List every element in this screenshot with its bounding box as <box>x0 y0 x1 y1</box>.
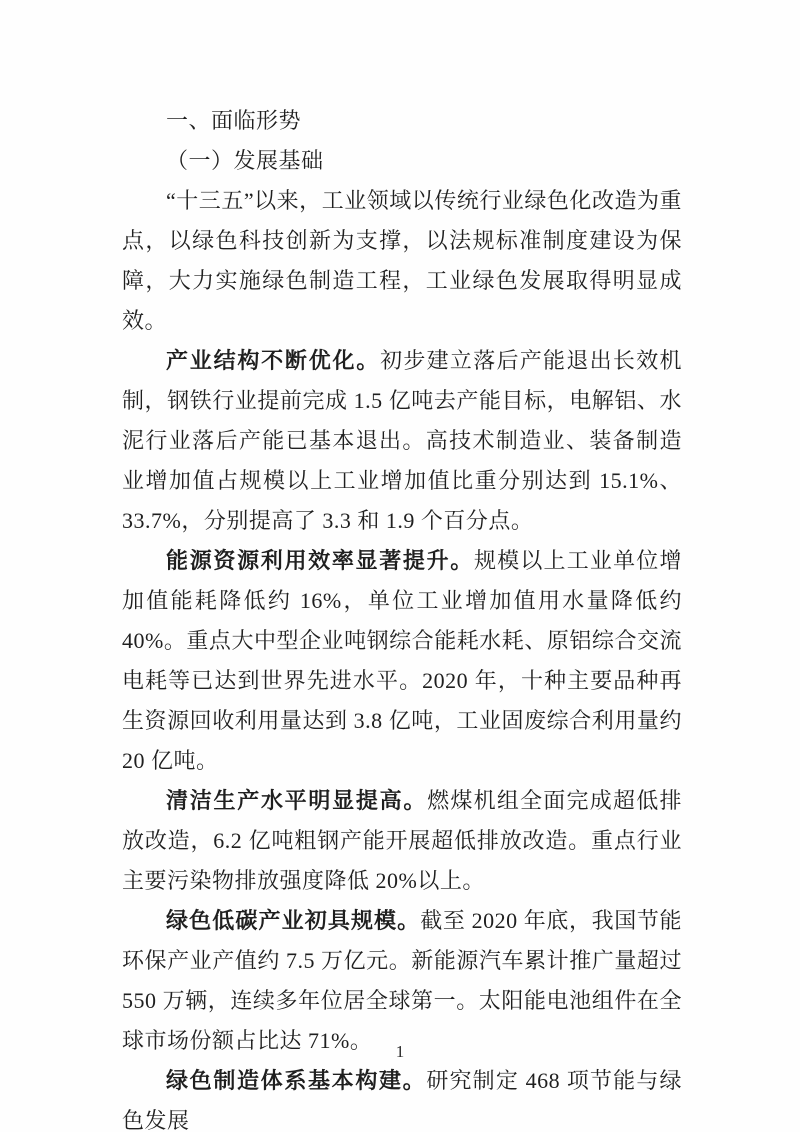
paragraph-lead: 绿色低碳产业初具规模。 <box>166 908 421 933</box>
paragraph-lead: 清洁生产水平明显提高。 <box>166 788 428 813</box>
paragraph-text: 研究制定 468 项节能与绿色发展 <box>122 1068 682 1132</box>
paragraph-energy-efficiency <box>122 541 682 781</box>
paragraph-industrial-structure <box>122 341 682 541</box>
paragraph-text: “十三五”以来，工业领域以传统行业绿色化改造为重点，以绿色科技创新为支撑，以法规标准制度建设为保障，大力实施绿色制造工程，工业绿色发展取得明显成效。 <box>122 188 682 333</box>
paragraph-lead: 绿色制造体系基本构建。 <box>166 1068 427 1093</box>
document-content <box>122 101 682 1132</box>
paragraph-lead: 能源资源利用效率显著提升。 <box>166 548 474 573</box>
section-heading: 一、面临形势 <box>166 108 302 133</box>
paragraph-text: 燃煤机组全面完成超低排放改造，6.2 亿吨粗钢产能开展超低排放改造。重点行业主要污染物排放强度降低 20%以上。 <box>122 788 682 893</box>
paragraph-green-low-carbon-industry <box>122 901 682 1061</box>
paragraph-development-basis <box>122 181 682 341</box>
paragraph-lead: 产业结构不断优化。 <box>166 348 381 373</box>
subsection-heading: （一）发展基础 <box>166 148 324 173</box>
paragraph-clean-production <box>122 781 682 901</box>
paragraph-text: 截至 2020 年底，我国节能环保产业产值约 7.5 万亿元。新能源汽车累计推广量超过 550 万辆，连续多年位居全球第一。太阳能电池组件在全球市场份额占比达 71%。 <box>122 908 682 1053</box>
page-number: 1 <box>395 1042 405 1061</box>
paragraph-text: 规模以上工业单位增加值能耗降低约 16%，单位工业增加值用水量降低约 40%。重点大中型企业吨钢综合能耗水耗、原铝综合交流电耗等已达到世界先进水平。2020 年，十种主要品种再生资源回收利用量达到 3.8 亿吨，工业固废综合利用量约 20 亿吨。 <box>122 548 682 773</box>
paragraph-text: 初步建立落后产能退出长效机制，钢铁行业提前完成 1.5 亿吨去产能目标，电解铝、水泥行业落后产能已基本退出。高技术制造业、装备制造业增加值占规模以上工业增加值比重分别达到 15.1%、33.7%，分别提高了 3.3 和 1.9 个百分点。 <box>122 348 682 533</box>
paragraph-green-manufacturing-system <box>122 1061 682 1132</box>
